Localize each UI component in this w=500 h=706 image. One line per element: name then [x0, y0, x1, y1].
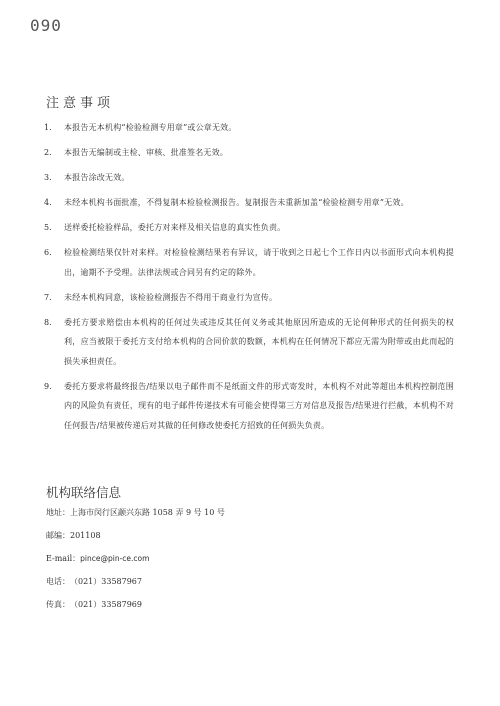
- note-text: 本报告无编制或主检、审核、批准签名无效。: [64, 148, 228, 157]
- note-number: 7.: [44, 292, 52, 302]
- note-item-5: [44, 218, 454, 238]
- note-item-4: [44, 193, 454, 213]
- address-value: 上海市闵行区颛兴东路 1058 弄 9 号 10 号: [70, 508, 225, 517]
- page-number: 090: [30, 16, 62, 35]
- note-item-2: [44, 143, 454, 163]
- note-item-8: [44, 313, 454, 372]
- note-number: 1.: [44, 123, 52, 132]
- contact-title: 机构联络信息: [46, 485, 122, 500]
- note-text: 检验检测结果仅针对来样。对检验检测结果若有异议，请于收到之日起七个工作日内以书面形式向本机构提出，逾期不予受理。法律法规或合同另有约定的除外。: [64, 248, 454, 277]
- contact-info: [46, 505, 225, 620]
- note-text: 送样委托检验样品，委托方对来样及相关信息的真实性负责。: [64, 223, 286, 232]
- address-row: [46, 505, 225, 528]
- note-number: 9.: [44, 381, 52, 391]
- email-value: pince@pin-ce.com: [80, 554, 150, 563]
- fax-label: 传真：: [46, 600, 70, 609]
- note-item-3: [44, 168, 454, 188]
- note-text: 本报告涂改无效。: [64, 173, 130, 182]
- zip-value: 201108: [70, 531, 101, 540]
- note-number: 4.: [44, 198, 52, 207]
- note-number: 8.: [44, 317, 52, 327]
- fax-row: [46, 597, 225, 620]
- note-item-6: [44, 243, 454, 282]
- email-label: E-mail：: [46, 554, 81, 563]
- note-text: 未经本机构书面批准，不得复制本检验检测报告。复制报告未重新加盖“检验检测专用章”无效。: [64, 198, 409, 207]
- note-number: 3.: [44, 173, 52, 182]
- email-row: [46, 551, 225, 574]
- note-number: 6.: [44, 248, 52, 257]
- note-item-7: [44, 288, 454, 308]
- phone-value: （021）33587967: [70, 577, 142, 586]
- note-text: 本报告无本机构“检验检测专用章”或公章无效。: [64, 123, 237, 132]
- notes-list: [44, 118, 454, 441]
- fax-value: （021）33587969: [70, 600, 142, 609]
- phone-row: [46, 574, 225, 597]
- note-item-1: [44, 118, 454, 138]
- zip-row: [46, 528, 225, 551]
- note-text: 委托方要求赔偿由本机构的任何过失或违反其任何义务或其他原因所造成的无论何种形式的任何损失的权利，应当被限于委托方支付给本机构的合同价款的数额，本机构在任何情况下都应无需为附带或由此而起的损失承担责任。: [64, 317, 454, 366]
- note-number: 2.: [44, 148, 52, 157]
- note-text: 未经本机构同意，该检验检测报告不得用于商业行为宣传。: [64, 292, 278, 302]
- note-item-9: [44, 377, 454, 436]
- phone-label: 电话：: [46, 577, 70, 586]
- address-label: 地址：: [46, 508, 70, 517]
- note-text: 委托方要求将最终报告/结果以电子邮件而不是纸面文件的形式寄发时，本机构不对此等超出本机构控制范围内的风险负有责任，现有的电子邮件传递技术有可能会使得第三方对信息及报告/结果进行拦截，本机构不对任何报告/结果被传递后对其做的任何修改使委托方招致的任何损失负责。: [64, 381, 454, 430]
- note-number: 5.: [44, 223, 52, 232]
- notes-title: 注意事项: [46, 96, 115, 111]
- zip-label: 邮编：: [46, 531, 70, 540]
